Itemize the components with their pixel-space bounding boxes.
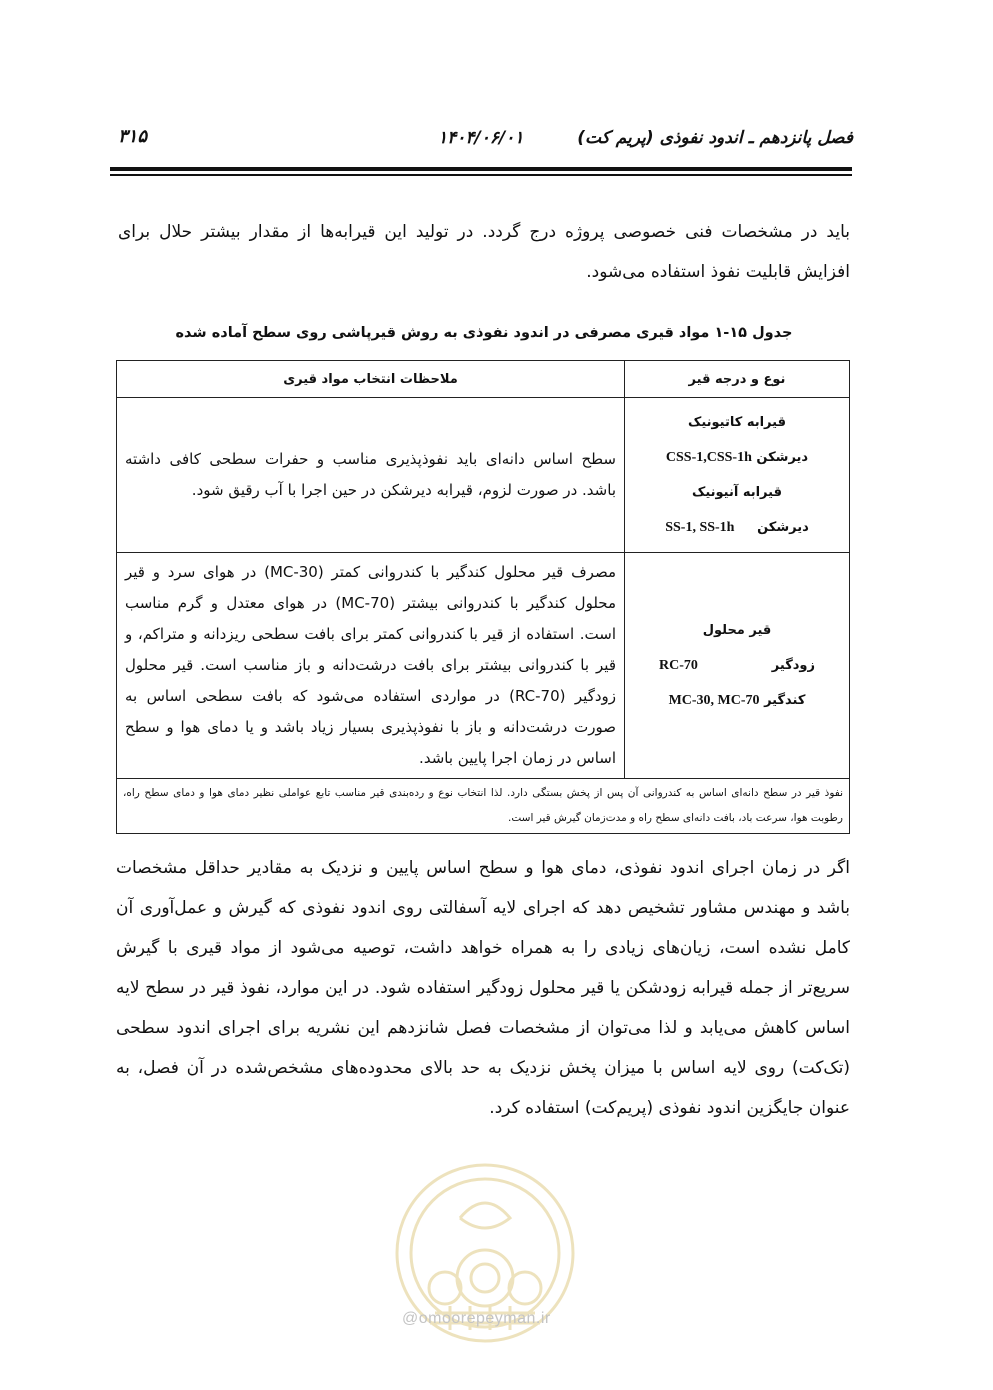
table-caption: جدول ۱۵-۱ مواد قیری مصرفی در اندود نفوذی به روش قیرپاشی روی سطح آماده شده [175, 325, 793, 341]
cationic-grades: CSS-1,CSS-1h [665, 450, 752, 465]
cationic-setting: دیرشکن [756, 450, 809, 465]
rapid-setting: زودگیر [771, 658, 815, 673]
chapter-title: فصل پانزدهم ـ اندود نفوذی (پریم کت) [577, 128, 853, 148]
cationic-label: قیرابه کاتیونیک [688, 415, 786, 430]
rapid-grade: RC-70 [659, 658, 698, 673]
cutback-note-cell: مصرف قیر محلول کندگیر با کندروانی کمتر (MC-30) در هوای سرد و قیر محلول کندگیر با کندروانی بیشتر (MC-70) در هوای معتدل و گرم مناسب است. استفاده از قیر با کندروانی کمتر برای بافت سطحی ریزدانه و متراکم، و قیر با کندروانی بیشتر برای بافت درشت‌دانه و باز مناسب است. قیر محلول زودگیر (RC-70) در مواردی استفاده می‌شود که بافت سطحی اساس به صورت درشت‌دانه و باز با نفوذپذیری بسیار زیاد باشد و یا دمای هوا و سطح اساس در زمان اجرا پایین باشد. [117, 553, 625, 779]
medium-grades: MC-30, MC-70 [668, 693, 760, 708]
emulsion-note-cell: سطح اساس دانه‌ای باید نفوذپذیری مناسب و حفرات سطحی کافی داشته باشد. در صورت لزوم، قیرابه دیرشکن در حین اجرا با آب رقیق شود. [117, 398, 625, 553]
body-paragraph: اگر در زمان اجرای اندود نفوذی، دمای هوا و سطح اساس پایین و نزدیک به مقادیر حداقل مشخصات باشد و مهندس مشاور تشخیص دهد که اجرای لایه آسفالتی روی اندود نفوذی که گیرش و عمل‌آوری آن کامل نشده است، زیان‌های زیادی را به همراه خواهد داشت، توصیه می‌شود از مواد قیری با گیرش سریع‌تر از جمله قیرابه زودشکن یا قیر محلول زودگیر استفاده شود. در این موارد، نفوذ قیر در سطح لایه اساس کاهش می‌یابد و لذا می‌توان از مشخصات فصل شانزدهم این نشریه برای اجرای اندود سطحی (تک‌کت) روی لایه اساس با میزان پخش نزدیک به حد بالای محدوده‌های مشخص‌شده در آن فصل، به عنوان جایگزین اندود نفوذی (پریم‌کت) استفاده کرد. [116, 858, 850, 1118]
anionic-setting: دیرشکن [757, 520, 809, 535]
page-number: ۳۱۵ [118, 126, 148, 147]
table-header-row [117, 361, 850, 398]
header-notes: ملاحظات انتخاب مواد قیری [117, 361, 625, 398]
table-row-emulsion [117, 398, 850, 553]
header-date: ۱۴۰۴/۰۶/۰۱ [438, 128, 524, 148]
medium-setting: کندگیر [764, 693, 806, 708]
cationic-line [629, 440, 845, 475]
emulsion-type-cell [625, 398, 850, 553]
rapid-line [659, 648, 815, 683]
anionic-grades: SS-1, SS-1h [665, 520, 735, 535]
header-rule-thin [110, 174, 852, 176]
intro-paragraph: باید در مشخصات فنی خصوصی پروژه درج گردد. در تولید این قیرابه‌ها از مقدار بیشتر حلال برای افزایش قابلیت نفوذ استفاده می‌شود. [118, 222, 850, 282]
watermark-text: @omoorepeyman.ir [402, 1310, 551, 1327]
bitumen-table [116, 360, 850, 834]
header-type: نوع و درجه قیر [625, 361, 850, 398]
anionic-line [629, 510, 845, 545]
medium-line [629, 683, 845, 718]
cutback-type-cell [625, 553, 850, 779]
table-footnote: نفوذ قیر در سطح دانه‌ای اساس به کندروانی آن پس از پخش بستگی دارد. لذا انتخاب نوع و رده‌بندی قیر مناسب تابع عواملی نظیر دمای هوا و دمای سطح راه، رطوبت هوا، سرعت باد، بافت دانه‌ای سطح راه و مدت‌زمان گیرش قیر است. [117, 779, 850, 834]
anionic-label: قیرابه آنیونیک [692, 485, 782, 500]
header-rule-thick [110, 167, 852, 171]
table-footnote-row [117, 779, 850, 834]
table-row-cutback [117, 553, 850, 779]
cutback-label: قیر محلول [702, 623, 772, 638]
